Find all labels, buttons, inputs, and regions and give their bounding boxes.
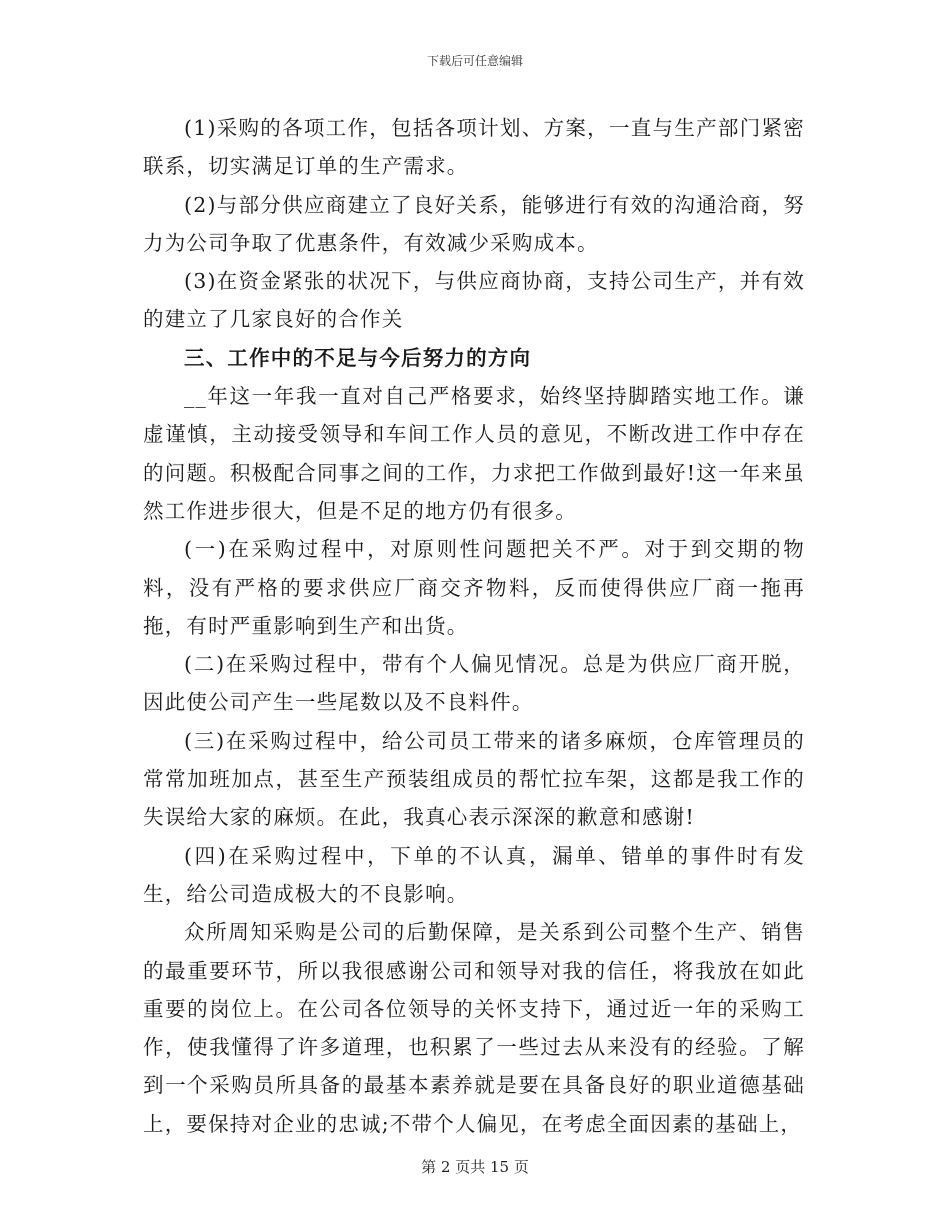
page-number: 第 2 页共 15 页 xyxy=(421,1158,529,1176)
paragraph-8: (四)在采购过程中，下单的不认真，漏单、错单的事件时有发生，给公司造成极大的不良影响。 xyxy=(143,843,805,906)
section-heading: 三、工作中的不足与今后努力的方向 xyxy=(184,345,532,370)
paragraph-6: (二)在采购过程中，带有个人偏见情况。总是为供应厂商开脱，因此使公司产生一些尾数以及不良料件。 xyxy=(143,652,805,715)
paragraph-5: (一)在采购过程中，对原则性问题把关不严。对于到交期的物料，没有严格的要求供应厂商交齐物料，反而使得供应厂商一拖再拖，有时严重影响到生产和出货。 xyxy=(143,537,805,638)
paragraph-1: (1)采购的各项工作，包括各项计划、方案，一直与生产部门紧密联系，切实满足订单的生产需求。 xyxy=(143,116,805,179)
paragraph-2: (2)与部分供应商建立了良好关系，能够进行有效的沟通洽商，努力为公司争取了优惠条件，有效减少采购成本。 xyxy=(143,192,805,255)
paragraph-7: (三)在采购过程中，给公司员工带来的诸多麻烦，仓库管理员的常常加班加点，甚至生产预装组成员的帮忙拉车架，这都是我工作的失误给大家的麻烦。在此，我真心表示深深的歉意和感谢! xyxy=(143,728,805,830)
document-body xyxy=(143,109,805,1143)
paragraph-9: 众所周知采购是公司的后勤保障，是关系到公司整个生产、销售的最重要环节，所以我很感谢公司和领导对我的信任，将我放在如此重要的岗位上。在公司各位领导的关怀支持下，通过近一年的采购工作，使我懂得了许多道理，也积累了一些过去从来没有的经验。了解到一个采购员所具备的最基本素养就是要在具备良好的职业道德基础上，要保持对企业的忠诚;不带个人偏见，在考虑全面因素的基础上， xyxy=(143,920,805,1136)
paragraph-4: __年这一年我一直对自己严格要求，始终坚持脚踏实地工作。谦虚谨慎，主动接受领导和车间工作人员的意见，不断改进工作中存在的问题。积极配合同事之间的工作，力求把工作做到最好!这一年来虽然工作进步很大，但是不足的地方仍有很多。 xyxy=(143,384,805,523)
page-header: 下载后可任意编辑 xyxy=(426,54,523,68)
paragraph-3: (3)在资金紧张的状况下，与供应商协商，支持公司生产，并有效的建立了几家良好的合作关 xyxy=(143,269,805,332)
